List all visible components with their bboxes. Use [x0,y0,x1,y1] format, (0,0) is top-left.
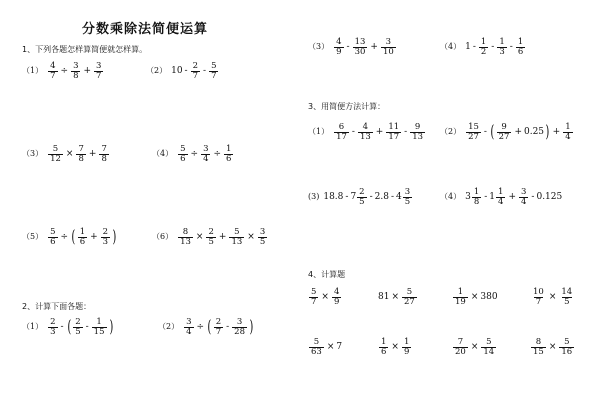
problem-label: （3） [22,149,44,158]
operator: × [548,291,557,302]
fraction [48,145,63,163]
fraction [497,38,506,56]
numerator: 2 [359,187,365,197]
denominator: 3 [50,326,56,337]
denominator: 9 [333,296,340,307]
denominator: 30 [354,46,366,57]
operator: - [226,321,230,332]
denominator: 6 [50,236,56,247]
whole-part: 7 [350,191,357,202]
problem-4-8 [530,338,575,356]
numerator: 1 [517,37,524,47]
denominator: 4 [186,326,192,337]
operator: × [470,341,479,352]
operator: ÷ [60,65,69,76]
numerator: 3 [236,317,243,327]
numerator: 5 [486,337,492,347]
problem-1-5 [22,228,118,246]
number: 380 [480,291,498,302]
fraction [496,188,505,206]
fraction [559,288,574,306]
operator: - [369,191,373,202]
problem-label: （4） [440,42,462,51]
right-paren: ) [249,316,254,337]
denominator: 4 [565,131,571,142]
fraction [410,123,425,141]
fraction [402,288,417,306]
fraction [386,123,401,141]
numerator: 10 [533,287,544,297]
problem-3-2 [440,123,574,141]
left-paren: ( [71,226,76,247]
operator: ÷ [196,321,205,332]
denominator: 6 [381,346,387,357]
numerator: 4 [336,37,342,47]
denominator: 6 [180,153,186,164]
right-paren: ) [108,316,113,337]
problem-4-1 [308,288,342,306]
denominator: 10 [382,46,394,57]
operator: × [65,148,74,159]
fraction [479,38,488,56]
operator: + [83,65,92,76]
denominator: 13 [180,236,191,247]
problem-4-2 [378,288,418,306]
denominator: 5 [359,196,365,207]
number: 0.25 [523,126,545,137]
denominator: 17 [336,131,347,142]
fraction [94,62,103,80]
operator: ÷ [213,148,222,159]
fraction [209,62,218,80]
section-1-heading: 1、下列各题怎样算简便就怎样算。 [22,45,148,54]
denominator: 8 [78,153,84,164]
numerator: 2 [208,227,214,237]
operator: × [391,291,399,302]
whole-part: 3 [465,191,471,202]
fraction [559,338,574,356]
denominator: 4 [521,196,527,207]
problem-label: （2） [146,66,168,75]
operator: + [552,126,561,137]
denominator: 28 [234,326,245,337]
numerator: 1 [457,287,464,297]
fraction [309,288,318,306]
numerator: 5 [50,227,56,237]
numerator: 1 [498,187,504,197]
denominator: 15 [93,326,105,337]
fraction [71,62,80,80]
denominator: 27 [404,296,415,307]
denominator: 8 [73,70,79,81]
numerator: 2 [50,317,56,327]
problem-4-5 [308,338,342,356]
numerator: 2 [102,227,109,237]
problem-4-6 [378,338,412,356]
operator: - [390,191,395,202]
fraction [201,145,210,163]
denominator: 7 [96,70,102,81]
operator: - [484,191,488,202]
problem-4-7 [452,338,497,356]
fraction [453,338,468,356]
problem-label: （2） [440,127,462,136]
fraction [191,62,200,80]
fraction [379,338,388,356]
problem-1-6 [152,228,268,246]
problem-1-4 [152,145,234,163]
whole-part: 1 [489,191,496,202]
operator: - [203,65,207,76]
number: 18.8 [323,191,344,202]
denominator: 3 [499,46,505,57]
fraction [73,318,82,336]
denominator: 20 [455,346,466,357]
numerator: 5 [52,144,59,154]
operator: × [247,231,255,242]
fraction [224,145,233,163]
numerator: 5 [180,144,186,154]
fraction [178,145,187,163]
operator: - [85,321,89,332]
operator: × [326,341,335,352]
denominator: 8 [473,196,480,207]
denominator: 5 [259,236,266,247]
operator: + [88,148,97,159]
problem-1-1 [22,62,104,80]
number: 0.125 [536,191,563,202]
fraction [184,318,193,336]
numerator: 5 [564,337,570,347]
numerator: 3 [521,187,527,197]
fraction [232,318,247,336]
fraction [357,188,366,206]
numerator: 1 [96,317,102,327]
operator: × [321,291,329,302]
operator: × [470,291,479,302]
numerator: 9 [501,122,507,132]
fraction [402,338,411,356]
denominator: 5 [564,296,570,307]
whole-part: 4 [396,191,402,202]
denominator: 13 [359,131,371,142]
page-title: 分数乘除法简便运算 [82,22,209,37]
denominator: 7 [50,70,56,81]
fraction [258,228,267,246]
operator: - [60,321,64,332]
denominator: 63 [311,346,322,357]
number: 7 [336,341,343,352]
numerator: 6 [338,122,345,132]
fraction [334,38,343,56]
fraction [353,38,368,56]
operator: - [483,126,487,137]
problem-label: （1） [22,322,44,331]
numerator: 1 [79,227,86,237]
operator: ÷ [190,148,199,159]
numerator: 11 [388,122,400,132]
numerator: 1 [480,37,487,47]
problem-label: （1） [308,127,330,136]
denominator: 6 [79,236,86,247]
numerator: 9 [414,122,421,132]
problem-3-4 [440,188,562,206]
operator: - [345,191,349,202]
numerator: 7 [101,144,107,154]
numerator: 13 [354,37,366,47]
fraction [332,288,341,306]
numerator: 1 [499,37,505,47]
fraction [334,123,349,141]
numerator: 2 [192,61,199,71]
fraction [92,318,107,336]
problem-label: （6） [152,232,174,241]
fraction [472,188,481,206]
fraction [78,228,87,246]
fraction [403,188,412,206]
denominator: 5 [75,326,81,337]
problem-1-2 [146,62,219,80]
operator: - [404,126,408,137]
denominator: 5 [208,236,214,247]
denominator: 16 [561,346,573,357]
problem-3-1 [308,123,426,141]
fraction [563,123,572,141]
numerator: 7 [78,144,84,154]
problem-label: （3） [308,42,330,51]
fraction [99,145,108,163]
denominator: 5 [404,196,411,207]
operator: + [218,231,227,242]
problem-label: （5） [22,232,44,241]
numerator: 5 [406,287,413,297]
numerator: 1 [473,187,480,197]
numerator: 8 [182,227,189,237]
denominator: 9 [403,346,410,357]
operator: - [531,191,535,202]
numerator: 4 [50,61,56,71]
denominator: 13 [412,131,424,142]
problem-label: （1） [22,66,44,75]
denominator: 7 [535,296,542,307]
numerator: 5 [234,227,240,237]
fraction [309,338,324,356]
numerator: 7 [457,337,464,347]
problem-label: （4） [440,192,462,201]
fraction [101,228,110,246]
right-paren: ) [112,226,117,247]
numerator: 8 [535,337,542,347]
numerator: 3 [203,144,209,154]
denominator: 27 [468,131,479,142]
numerator: 14 [561,287,573,297]
operator: + [90,231,98,242]
operator: - [346,41,350,52]
denominator: 6 [226,153,232,164]
fraction [214,318,223,336]
problem-4-3 [452,288,498,306]
numerator: 1 [403,337,410,347]
numerator: 3 [404,187,411,197]
numerator: 1 [226,144,232,154]
fraction [48,318,57,336]
denominator: 9 [336,46,342,57]
numerator: 2 [75,317,81,327]
problem-4-4 [530,288,575,306]
fraction [381,38,396,56]
numerator: 5 [211,61,217,71]
denominator: 7 [311,296,317,307]
denominator: 19 [455,296,466,307]
numerator: 2 [215,317,222,327]
denominator: 2 [480,46,487,57]
fraction [206,228,215,246]
left-paren: ( [66,316,71,337]
problem-2-2 [158,318,255,336]
denominator: 4 [203,153,209,164]
numerator: 3 [96,61,102,71]
denominator: 13 [231,236,243,247]
fraction [178,228,193,246]
section-2-heading: 2、计算下面各题： [22,302,92,311]
denominator: 27 [498,131,510,142]
problem-1-3 [22,145,110,163]
left-paren: ( [490,121,495,142]
operator: - [509,41,513,52]
denominator: 7 [192,70,199,81]
number: 10 [171,65,183,76]
operator: + [375,126,384,137]
denominator: 17 [388,131,400,142]
operator: ÷ [60,231,69,242]
fraction [229,228,244,246]
fraction [519,188,528,206]
fraction [516,38,525,56]
problem-label: (3) [308,192,320,201]
numerator: 3 [385,37,392,47]
denominator: 14 [483,346,495,357]
numerator: 1 [381,337,387,347]
numerator: 3 [259,227,266,237]
operator: - [351,126,355,137]
number: 81 [378,291,390,302]
operator: - [491,41,495,52]
section-3-heading: 3、用简便方法计算： [308,102,386,111]
operator: - [184,65,188,76]
numerator: 3 [73,61,79,71]
numerator: 3 [186,317,192,327]
numerator: 1 [565,122,571,132]
fraction [358,123,373,141]
denominator: 7 [211,70,217,81]
denominator: 7 [215,326,222,337]
right-paren: ) [545,121,550,142]
problem-2-3 [308,38,397,56]
operator: + [514,126,522,137]
denominator: 8 [101,153,107,164]
section-4-heading: 4、计算题 [308,270,346,279]
problem-label: （4） [152,149,174,158]
fraction [76,145,85,163]
denominator: 15 [533,346,544,357]
numerator: 4 [333,287,340,297]
denominator: 12 [50,153,61,164]
denominator: 6 [517,46,524,57]
problem-2-1 [22,318,114,336]
operator: × [548,341,557,352]
number: 2.8 [374,191,389,202]
problem-2-4 [440,38,526,56]
fraction [531,288,546,306]
number: 1 [465,41,471,52]
fraction [48,62,57,80]
fraction [481,338,496,356]
numerator: 15 [468,122,479,132]
operator: - [472,41,476,52]
operator: + [370,41,378,52]
problem-3-3 [308,188,413,206]
numerator: 5 [313,337,320,347]
problem-label: （2） [158,322,180,331]
numerator: 4 [362,122,369,132]
fraction [453,288,468,306]
operator: × [391,341,399,352]
numerator: 5 [311,287,317,297]
fraction [531,338,546,356]
fraction [48,228,57,246]
denominator: 4 [498,196,504,207]
fraction [466,123,481,141]
left-paren: ( [207,316,212,337]
operator: + [508,191,516,202]
denominator: 3 [102,236,109,247]
fraction [497,123,512,141]
operator: × [195,231,204,242]
